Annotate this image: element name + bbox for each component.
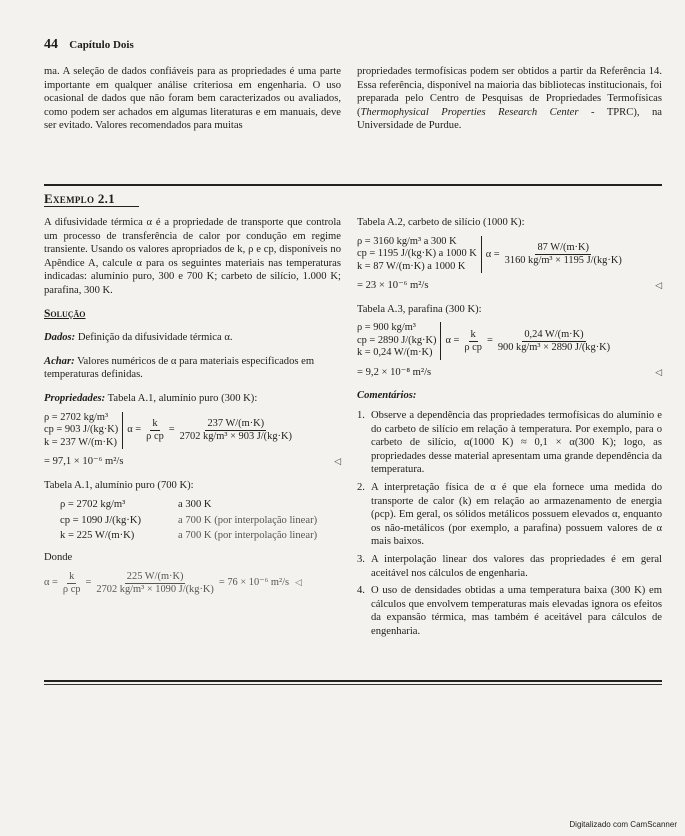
sic-caption: Tabela A.2, carbeto de silício (1000 K): [357, 217, 525, 228]
paraf-caption: Tabela A.3, parafina (300 K): [357, 303, 482, 315]
page-number: 44 [44, 37, 58, 52]
paraf-result: = 9,2 × 10⁻⁸ m²/s ◁ [357, 366, 662, 378]
comentarios-heading: Comentários: [357, 390, 417, 402]
sic-equation: ρ = 3160 kg/m³ a 300 K cp = 1195 J/(kg·K) a 1000 K k = 87 W/(m·K) a 1000 K α = $\frac{87 W/(m\cdot K)}{\text{3160 kg/m³ × 1195 J/(kg·K)}}$ [357, 235, 622, 272]
al300-result: = 97,1 × 10⁻⁶ m²/s ◁ [44, 456, 341, 468]
intro-left-column: ma. A seleção de dados confiáveis para as propriedades é uma parte importante em qualquer análise criteriosa em engenharia. O uso ocasional de dados que não foram bem caracterizados ou avaliados, como podem ser achados em algumas literaturas e em manuais, deve ser evitado. Valores recomendados para muitas [44, 66, 341, 132]
donde-label: Donde [44, 552, 73, 563]
problem-statement: A difusividade térmica α é a propriedade de transporte que controla um processo de transferência de calor por condução em regime transiente. Usando os valores apropriados de k, ρ e cp, disponíveis no Apêndice A, calcule α para os seguintes materiais nas temperaturas indicadas: alumínio puro, 300 e 700 K; carbeto de silício, 1.000 K; parafina, 300 K. [44, 217, 341, 296]
paraf-properties: ρ = 900 kg/m³ cp = 2890 J/(kg·K) k = 0,24 W/(m·K) [357, 322, 441, 360]
solution-heading: Solução [44, 307, 86, 320]
al700-equation: α = $\frac{k}{\text{ρ cp}}$ = $\frac{225 W/(m\cdot K)}{\text{2702 kg/m³ × 1090 J/(kg·K)}}$ = 76 × 10⁻⁶ m²/s ◁ [44, 570, 302, 595]
end-marker-icon: ◁ [655, 280, 662, 291]
example-top-rule [44, 184, 662, 186]
al700-caption: Tabela A.1, alumínio puro (700 K): [44, 479, 194, 491]
scanner-watermark: Digitalizado com CamScanner [569, 820, 677, 829]
dados-line: Dados: Definição da difusividade térmica α. [44, 332, 233, 344]
sic-result: = 23 × 10⁻⁶ m²/s ◁ [357, 280, 662, 292]
propriedades-line: Propriedades: Tabela A.1, alumínio puro (300 K): [44, 392, 258, 404]
tprc-name: Thermophysical Properties Research Center [360, 106, 579, 118]
example-bottom-rule-thin [44, 684, 662, 685]
achar-line: Achar: Valores numéricos de α para materiais especificados em temperaturas definidas. [44, 355, 315, 381]
end-marker-icon: ◁ [295, 577, 302, 588]
page-header [44, 36, 134, 53]
sic-properties: ρ = 3160 kg/m³ a 300 K cp = 1195 J/(kg·K) a 1000 K k = 87 W/(m·K) a 1000 K [357, 236, 482, 274]
chapter-title: Capítulo Dois [69, 39, 134, 51]
example-left-column [44, 216, 341, 602]
list-item: 4. O uso de densidades obtidas a uma temperatura baixa (300 K) em cálculos que envolvem temperaturas mais elevadas ignora os efeitos da expansão térmica, mas também é aceitável para cálculos de engenharia. [357, 585, 662, 637]
paraf-equation: ρ = 900 kg/m³ cp = 2890 J/(kg·K) k = 0,24 W/(m·K) α = $\frac{k}{\text{ρ cp}}$ = $\frac{0,24 W/(m\cdot K)}{\text{900 kg/m³ × 2890 J/(kg·K)}}$ [357, 322, 611, 359]
list-item: 2. A interpretação física de α é que ela fornece uma medida do transporte de calor (k) em relação ao armazenamento de energia (ρcp). Em geral, os sólidos metálicos possuem elevados α, enquanto os não-metálicos (por exemplo, a parafina) possuem valores de α mais baixos. [357, 481, 662, 548]
list-item: 1. Observe a dependência das propriedades termofísicas do alumínio e do carbeto de silício em relação à temperatura. Por exemplo, para o carbeto de silício, α(1000 K) ≈ 0,1 × α(300 K); logo, as propriedades desse material apresentam uma grande dependência da temperatura. [357, 409, 662, 476]
al700-properties-table: ρ = 2702 kg/m³ a 300 K cp = 1090 J/(kg·K) a 700 K (por interpolação linear) k = 225 W/(m·K) a 700 K (por interpolação linear) [60, 499, 318, 542]
example-right-column [357, 216, 662, 642]
example-title: Exemplo 2.1 [44, 191, 115, 206]
end-marker-icon: ◁ [334, 456, 341, 467]
al300-equation: ρ = 2702 kg/m³ cp = 903 J/(kg·K) k = 237 W/(m·K) α = $\frac{k}{\text{ρ cp}}$ = $\frac{237 W/(m\cdot K)}{\text{2702 kg/m³ × 903 J/(kg·K)}}$ [44, 411, 292, 448]
al300-properties: ρ = 2702 kg/m³ cp = 903 J/(kg·K) k = 237 W/(m·K) [44, 412, 123, 450]
example-title-underline [44, 206, 139, 207]
example-bottom-rule [44, 680, 662, 682]
intro-right-column: propriedades termofísicas podem ser obtidos a partir da Referência 14. Essa referência, disponível na maioria das bibliotecas institucionais, foi preparada pelo Centro de Pesquisas de Propriedades Termofísicas (Thermophysical Properties Research Center - TPRC), na Universidade de Purdue. [357, 66, 662, 132]
end-marker-icon: ◁ [655, 366, 662, 377]
comments-list [357, 409, 662, 639]
list-item: 3. A interpolação linear dos valores das propriedades é em geral aceitável nos cálculos de engenharia. [357, 553, 662, 579]
